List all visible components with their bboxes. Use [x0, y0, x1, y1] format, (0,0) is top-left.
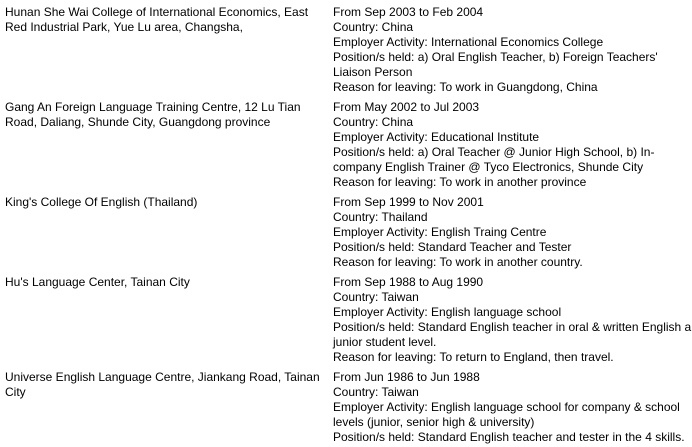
position-held: Position/s held: Standard English teacher in oral & written English a junior student level. [333, 320, 692, 349]
position-held: Position/s held: Standard Teacher and Tester [333, 240, 572, 254]
reason-for-leaving: Reason for leaving: To work in another province [333, 175, 587, 189]
employment-details [333, 100, 692, 190]
employment-details [333, 275, 692, 365]
employment-country: Country: Thailand [333, 210, 428, 224]
employment-period: From Jun 1986 to Jun 1988 [333, 370, 480, 384]
reason-for-leaving: Reason for leaving: To return to England, then travel. [333, 350, 614, 364]
employment-details [333, 370, 692, 445]
employment-country: Country: Taiwan [333, 290, 419, 304]
employer-name: Hunan She Wai College of International Economics, East Red Industrial Park, Yue Lu area, Changsha, [5, 5, 309, 34]
position-held: Position/s held: a) Oral Teacher @ Junior High School, b) In-company English Trainer @ Tyco Electronics, Shunde City [333, 145, 655, 174]
employer-activity: Employer Activity: English Traing Centre [333, 225, 547, 239]
employer-name: Universe English Language Centre, Jiankang Road, Tainan City [5, 370, 320, 399]
employer-activity: Employer Activity: English language school [333, 305, 562, 319]
employer-name: King's College Of English (Thailand) [5, 195, 198, 209]
employment-details [333, 5, 692, 95]
employment-country: Country: China [333, 115, 414, 129]
employment-period: From Sep 2003 to Feb 2004 [333, 5, 484, 19]
employer-activity: Employer Activity: International Economics College [333, 35, 604, 49]
employer-name: Hu's Language Center, Tainan City [5, 275, 190, 289]
employer-activity: Employer Activity: Educational Institute [333, 130, 540, 144]
employment-period: From Sep 1999 to Nov 2001 [333, 195, 484, 209]
employment-country: Country: China [333, 20, 414, 34]
employment-period: From May 2002 to Jul 2003 [333, 100, 480, 114]
employment-period: From Sep 1988 to Aug 1990 [333, 275, 484, 289]
reason-for-leaving: Reason for leaving: To work in another country. [333, 255, 583, 269]
employment-country: Country: Taiwan [333, 385, 419, 399]
position-held: Position/s held: a) Oral English Teacher, b) Foreign Teachers' Liaison Person [333, 50, 658, 79]
employer-name: Gang An Foreign Language Training Centre, 12 Lu Tian Road, Daliang, Shunde City, Guangdong province [5, 100, 301, 129]
position-held: Position/s held: Standard English teacher and tester in the 4 skills. [333, 430, 685, 444]
employment-details [333, 195, 692, 270]
reason-for-leaving: Reason for leaving: To work in Guangdong, China [333, 80, 598, 94]
employer-activity: Employer Activity: English language school for company & school levels (junior, senior high & university) [333, 400, 680, 429]
